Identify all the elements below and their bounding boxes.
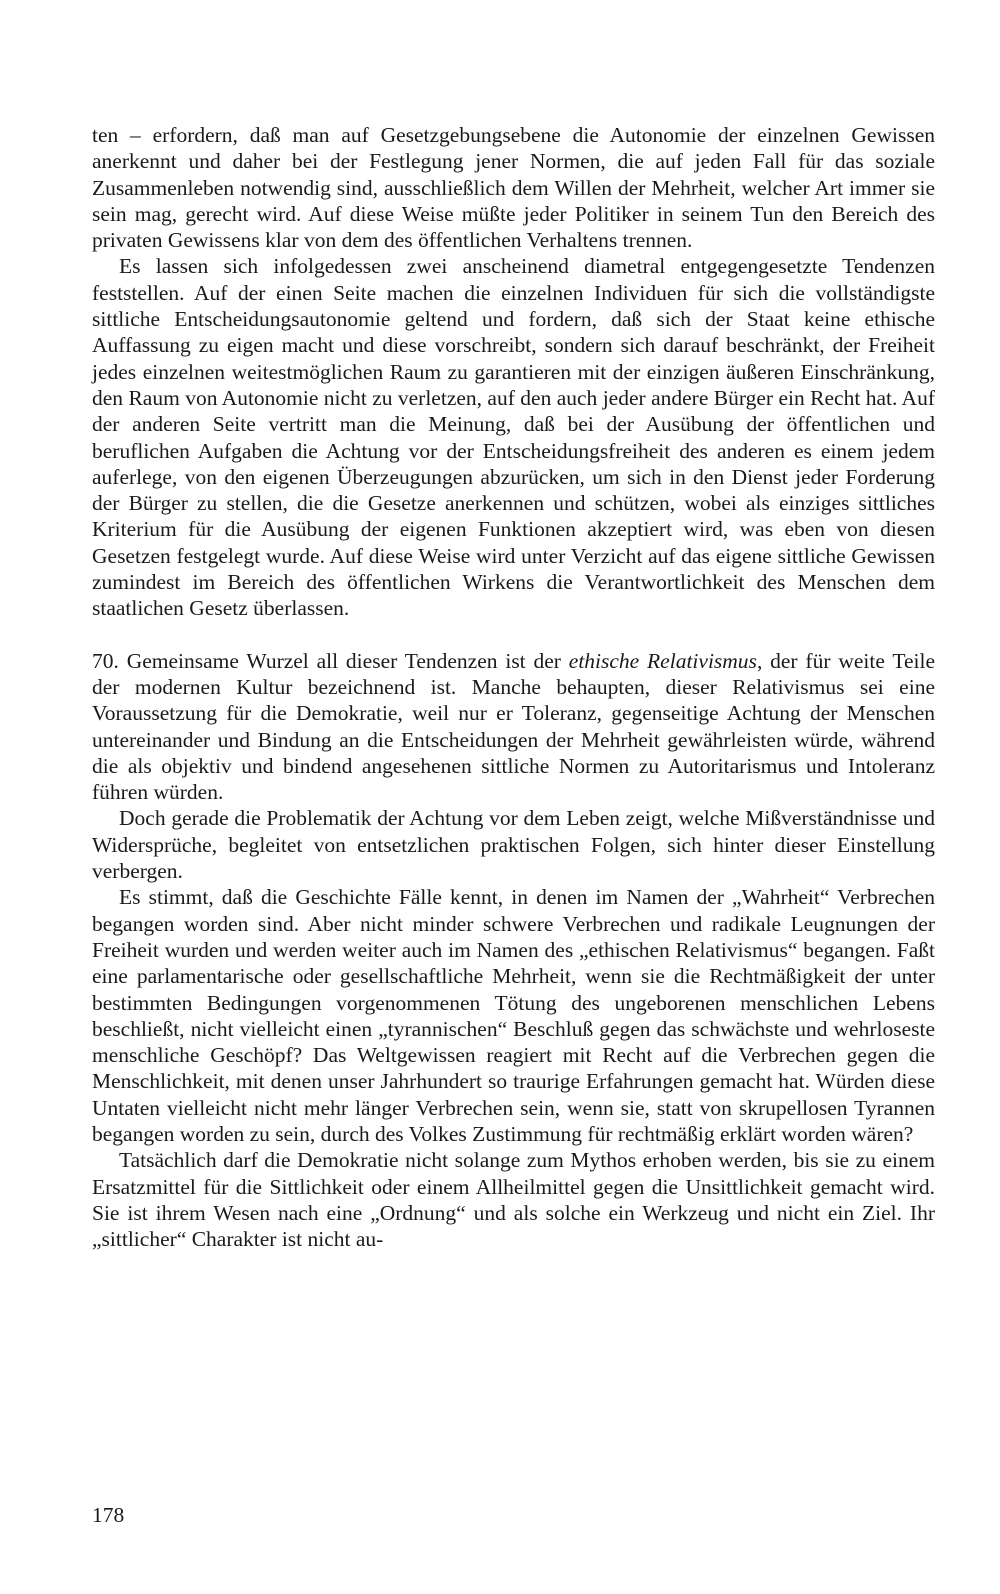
page-number: 178 (92, 1503, 125, 1527)
paragraph-section-70 (92, 648, 935, 806)
paragraph-history (92, 884, 935, 1147)
body-text (92, 122, 935, 1252)
paragraph-text: Es lassen sich infolgedessen zwei anscheinend diametral entgegengesetzte Tendenzen feststellen. Auf der einen Seite machen die einzelnen Individuen für sich die vollständigste sittliche Entscheidungsautonomie geltend und fordern, daß sich der Staat keine ethische Auffassung zu eigen macht und diese vorschreibt, sondern sich darauf beschränkt, der Freiheit jedes einzelnen weitestmöglichen Raum zu garantieren mit der einzigen äußeren Einschränkung, den Raum von Autonomie nicht zu verletzen, auf den auch jeder andere Bürger ein Recht hat. Auf der anderen Seite vertritt man die Meinung, daß bei der Ausübung der öffentlichen und beruflichen Aufgaben die Achtung vor der Entscheidungsfreiheit des anderen es einem jedem auferlege, von den eigenen Überzeugungen abzurücken, um sich in den Dienst jeder Forderung der Bürger zu stellen, die die Gesetze anerkennen und schützen, wobei als einziges sittliches Kriterium für die Ausübung der eigenen Funktionen akzeptiert wird, was eben von diesen Gesetzen festgelegt wurde. Auf diese Weise wird unter Verzicht auf das eigene sittliche Gewissen zumindest im Bereich des öffentlichen Wirkens die Verantwortlichkeit des Menschen dem staatlichen Gesetz überlassen. (92, 254, 935, 621)
paragraph-text: , der für weite Teile der modernen Kultur bezeichnend ist. Manche behaupten, dieser Relativismus sei eine Voraussetzung für die Demokratie, weil nur er Toleranz, gegenseitige Achtung der Menschen untereinander und Bindung an die Entscheidungen der Mehrheit gewährleisten würde, während die als objektiv und bindend angesehenen sittliche Normen zu Autoritarismus und Intoleranz führen würden. (92, 648, 935, 805)
paragraph-text: 70. Gemeinsame Wurzel all dieser Tendenzen ist der (92, 648, 569, 673)
emphasis-term: ethische Relativismus (568, 648, 757, 673)
paragraph-democracy (92, 1147, 935, 1252)
paragraph-text: Es stimmt, daß die Geschichte Fälle kennt, in denen im Namen der „Wahrheit“ Verbrechen begangen worden sind. Aber nicht minder schwere Verbrechen und radikale Leugnungen der Freiheit wurden und werden weiter auch im Namen des „ethischen Relativismus“ begangen. Faßt eine parlamentarische oder gesellschaftliche Mehrheit, wenn sie die Rechtmäßigkeit der unter bestimmten Bedingungen vorgenommenen Tötung des ungeborenen menschlichen Lebens beschließt, nicht vielleicht einen „tyrannischen“ Beschluß gegen das schwächste und wehrloseste menschliche Geschöpf? Das Weltgewissen reagiert mit Recht auf die Verbrechen gegen die Menschlichkeit, mit denen unser Jahrhundert so traurige Erfahrungen gemacht hat. Würden diese Untaten vielleicht nicht mehr länger Verbrechen sein, wenn sie, statt von skrupellosen Tyrannen begangen worden zu sein, durch des Volkes Zustimmung für rechtmäßig erklärt worden wären? (92, 885, 935, 1146)
paragraph-text: Tatsächlich darf die Demokratie nicht solange zum Mythos erhoben werden, bis sie zu einem Ersatzmittel für die Sittlichkeit oder einem Allheilmittel gegen die Unsittlichkeit gemacht wird. Sie ist ihrem Wesen nach eine „Ordnung“ und als solche ein Werkzeug und nicht ein Ziel. Ihr „sittlicher“ Charakter ist nicht au- (92, 1148, 935, 1252)
paragraph-text: ten – erfordern, daß man auf Gesetzgebungsebene die Autonomie der einzelnen Gewissen anerkennt und daher bei der Festlegung jener Normen, die auf jeden Fall für das soziale Zusammenleben notwendig sind, ausschließlich dem Willen der Mehrheit, welcher Art immer sie sein mag, gerecht wird. Auf diese Weise müßte jeder Politiker in seinem Tun den Bereich des privaten Gewissens klar von dem des öffentlichen Verhaltens trennen. (92, 123, 935, 253)
paragraph-text: Doch gerade die Problematik der Achtung vor dem Leben zeigt, welche Mißverständnisse und Widersprüche, begleitet von entsetzlichen praktischen Folgen, sich hinter dieser Einstellung verbergen. (92, 806, 935, 884)
paragraph-tendencies (92, 253, 935, 621)
paragraph-problematik (92, 805, 935, 884)
paragraph-continuation (92, 122, 935, 253)
